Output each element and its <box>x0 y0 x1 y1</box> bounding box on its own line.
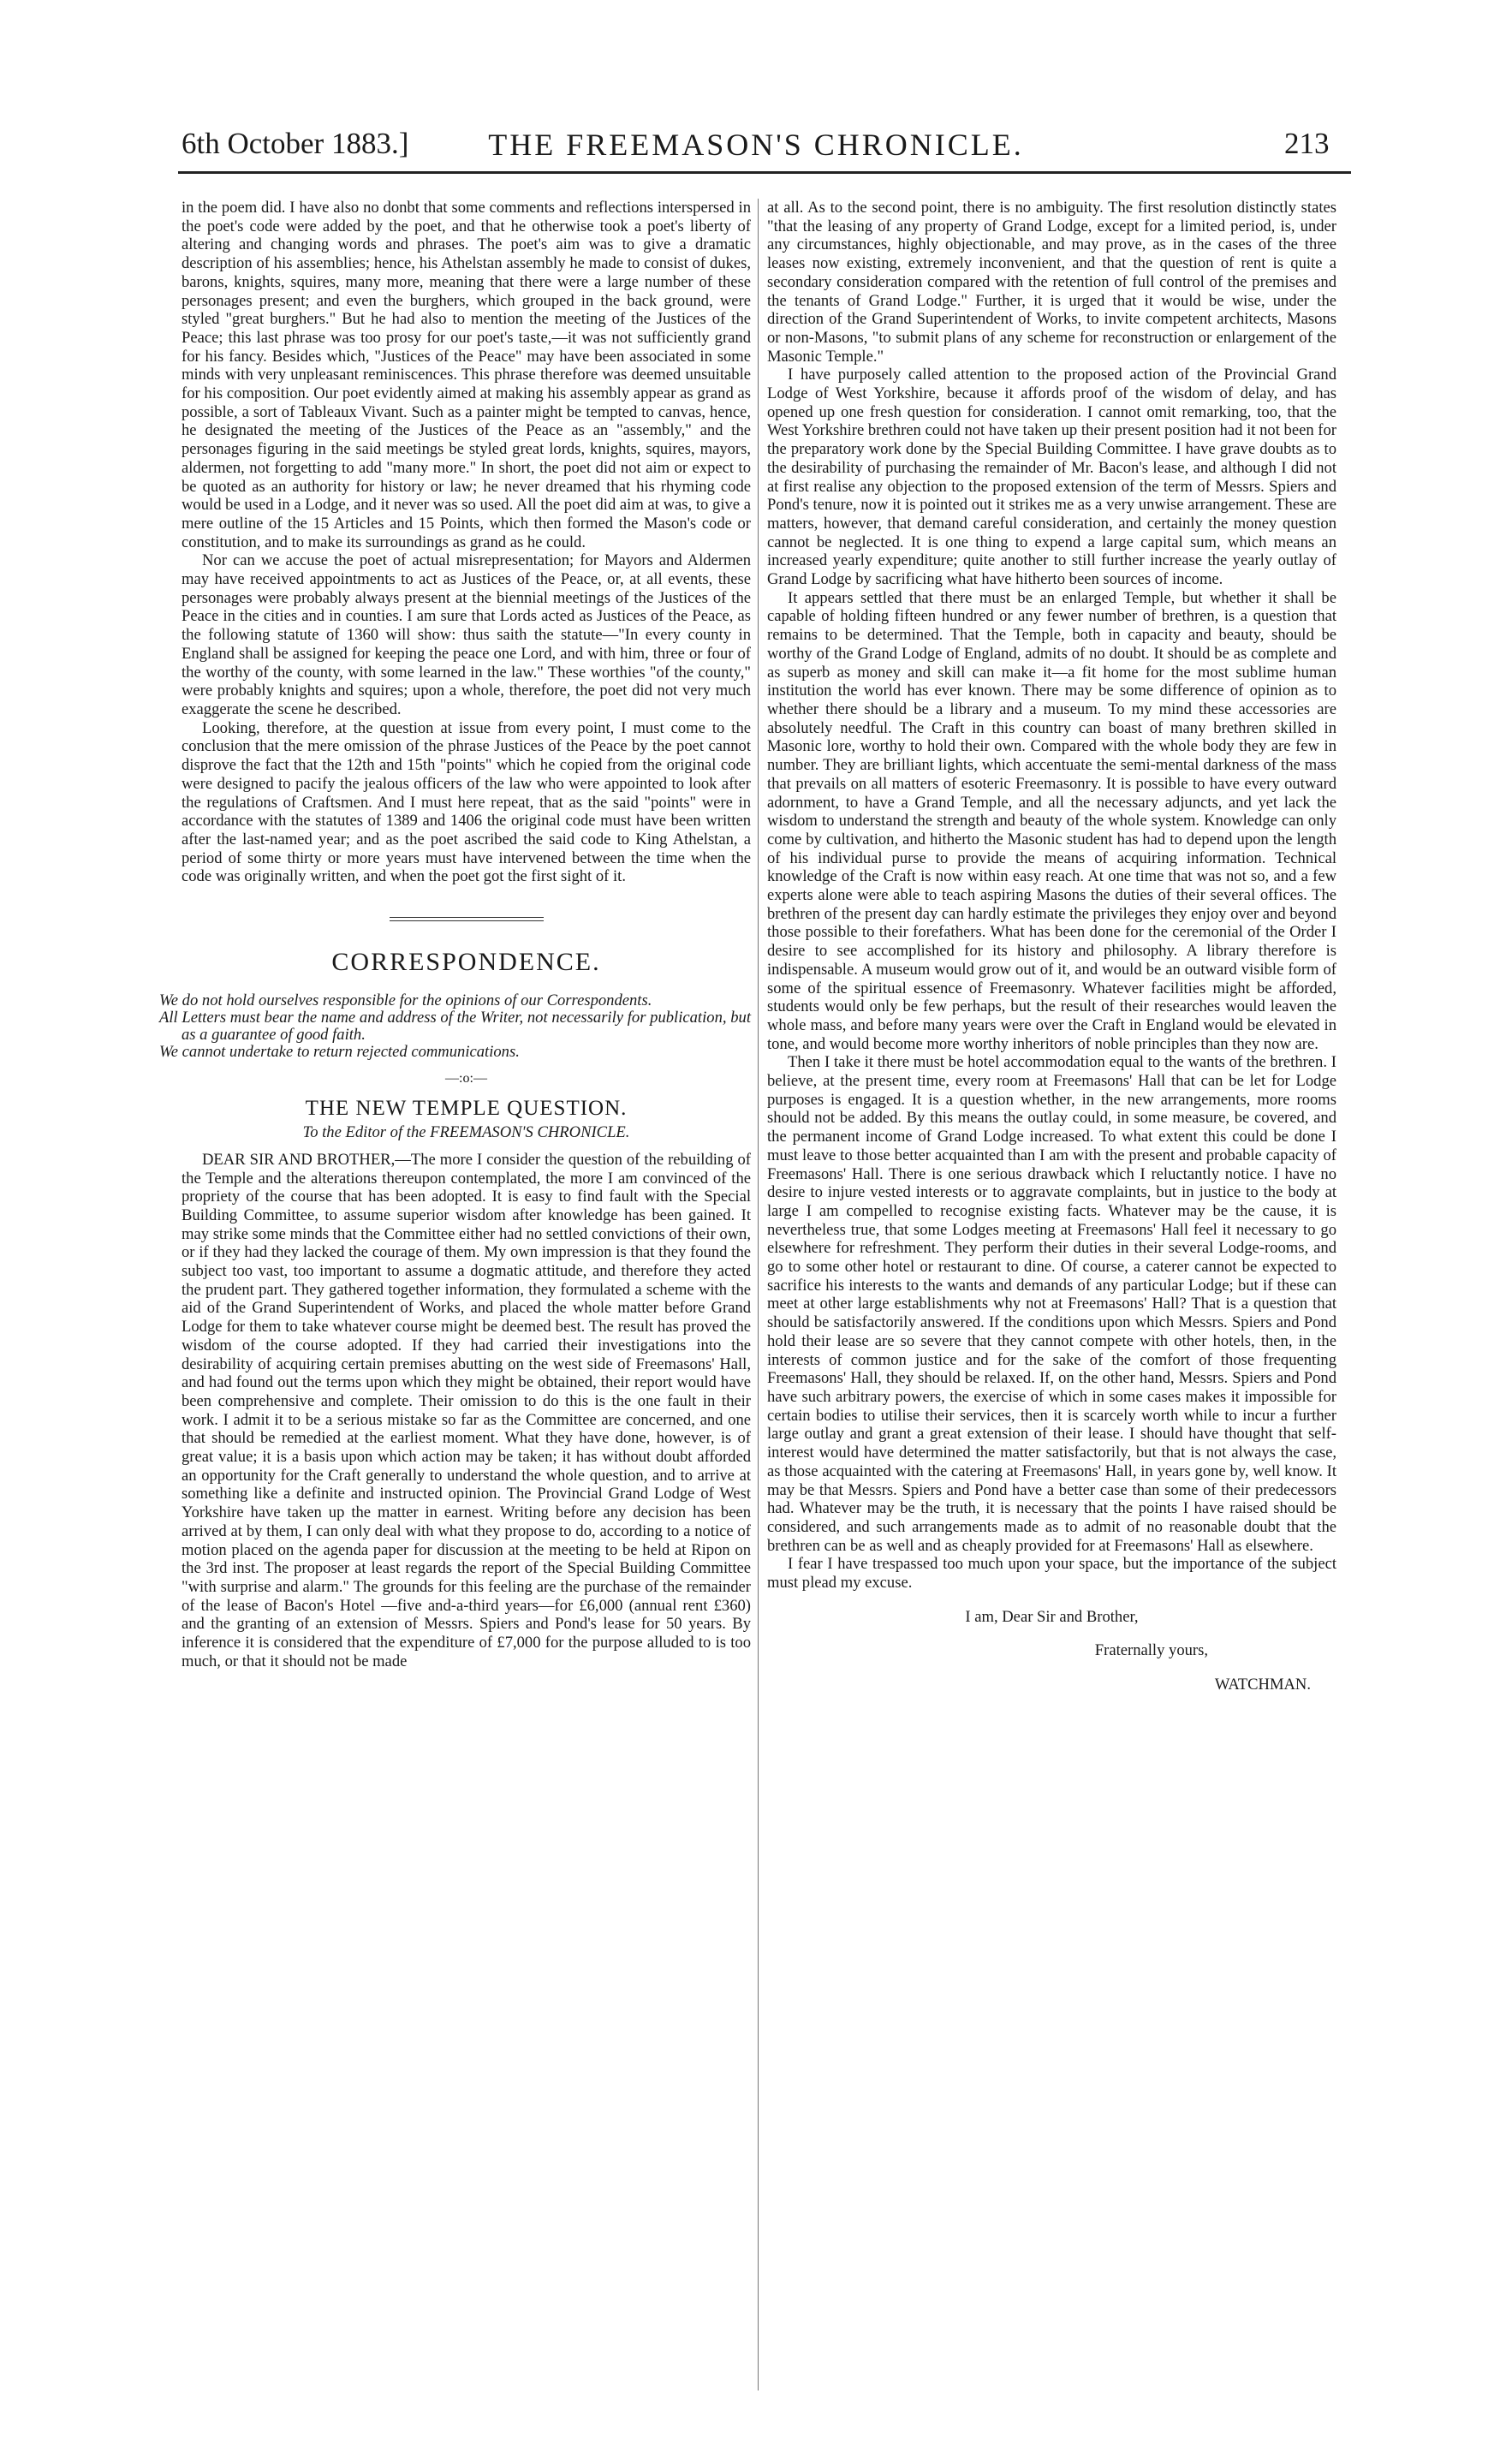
journal-title: THE FREEMASON'S CHRONICLE. <box>488 128 1024 162</box>
editorial-notice: We do not hold ourselves responsible for the opinions of our Correspondents. <box>159 991 652 1009</box>
fraternal-closing: Fraternally yours, <box>1094 1641 1208 1660</box>
letter-paragraph: I have purposely called attention to the proposed action of the Provincial Grand Lodge of West Yorkshire, because it affords proof of the wisdom of delay, and has opened up one fresh question for consideration. I cannot omit remarking, too, that the West Yorkshire brethren could not have taken up their present position had it not been for the preparatory work done by the Special Building Committee. I have grave doubts as to the desirability of purchasing the remainder of Mr. Bacon's lease, and although I did not at first realise any objection to the proposed extension of the term of Messrs. Spiers and Pond's tenure, now it is pointed out it strikes me as a very unwise arrangement. These are matters, however, that demand careful consideration, and certainly the money question cannot be neglected. It is one thing to expend a large capital sum, which means an increased yearly expenditure; quite another to still further increase the yearly outlay of Grand Lodge by sacrificing what have hitherto been sources of income. <box>767 366 1336 589</box>
editorial-notice: All Letters must bear the name and address of the Writer, not necessarily for publication, but as a guarantee of good faith. <box>159 1008 751 1044</box>
section-heading: CORRESPONDENCE. <box>331 948 601 977</box>
header-rule <box>178 171 1351 174</box>
closing-line: I am, Dear Sir and Brother, <box>965 1607 1139 1626</box>
essay-paragraph: Looking, therefore, at the question at issue from every point, I must come to the conclusion that the mere omission of the phrase Justices of the Peace by the poet cannot disprove the fact that the 12th and 15th "points" which he copied from the original code were designed to pacify the jealous officers of the law who were appointed to look after the regulations of Craftsmen. And I must here repeat, that as the said "points" were in accordance with the statutes of 1389 and 1406 the original code must have been written after the last-named year; and as the poet ascribed the said code to King Athelstan, a period of some thirty or more years must have intervened between the time when the code was originally written, and when the poet got the first sight of it. <box>182 718 751 886</box>
letter-paragraph: at all. As to the second point, there is no ambiguity. The first resolution distinctly states "that the leasing of any property of Grand Lodge, except for a limited period, is, under any circumstances, highly objectionable, and may prove, as in the cases of the three leases now existing, extremely inconvenient, and that the question of rent is quite a secondary consideration compared with the retention of full control of the premises and the tenants of Grand Lodge." Further, it is urged that it would be wise, under the direction of the Grand Superintendent of Works, to invite competent architects, Masons or non-Masons, "to submit plans of any scheme for reconstruction or enlargement of the Masonic Temple." <box>767 199 1336 366</box>
signature: WATCHMAN. <box>1214 1676 1311 1694</box>
letter-paragraph: I fear I have trespassed too much upon your space, but the importance of the subject must plead my excuse. <box>767 1555 1336 1593</box>
letter-text: —The more I consider the question of the rebuilding of the Temple and the alterations thereupon contemplated, the more I am convinced of the propriety of the course that has been adopted. It is easy to find fault with the Special Building Committee, to assume superior wisdom after knowledge has been gained. It may strike some minds that the Committee either had no settled convictions of their own, or if they had they lacked the courage of them. My own impression is that they found the subject too vast, too important to assume a dogmatic attitude, and therefore they acted the prudent part. They gathered together information, they formulated a scheme with the aid of the Grand Superintendent of Works, and placed the whole matter before Grand Lodge for them to take whatever course might be deemed best. The result has proved the wisdom of the course adopted. If they had carried their investigations into the desirability of acquiring certain premises abutting on the west side of Freemasons' Hall, and had found out the terms upon which they might be obtained, their report would have been comprehensive and complete. Their omission to do this is the one fault in their work. I admit it to be a serious mistake so far as the Committee are concerned, and one that should be remedied at the earliest moment. What they have done, however, is of great value; it is a basis upon which action may be taken; it has without doubt afforded an opportunity for the Craft generally to understand the whole question, and to arrive at something like a definite and instructed opinion. The Provincial Grand Lodge of West Yorkshire have taken up the matter in earnest. Writing before any decision has been arrived at by them, I can only deal with what they propose to do, according to a notice of motion placed on the agenda paper for discussion at the meeting to be held at Ripon on the 3rd inst. The proposer at least regards the report of the Special Building Committee "with surprise and alarm." The grounds for this feeling are the purchase of the remainder of the lease of Bacon's Hotel —five and-a-third years—for £6,000 (annual rent £360) and the granting of an extension of Messrs. Spiers and Pond's lease for 50 years. By inference it is considered that the expenditure of £7,000 for the purpose alluded to is too much, or that it should not be made <box>182 1150 751 1670</box>
article-title: THE NEW TEMPLE QUESTION. <box>305 1097 628 1121</box>
page-header <box>0 127 1512 187</box>
page-number: 213 <box>1284 127 1330 160</box>
column-divider <box>758 199 759 2390</box>
letter-paragraph: It appears settled that there must be an enlarged Temple, but whether it shall be capable of holding fifteen hundred or any fewer number of brethren, is a question that remains to be determined. That the Temple, both in capacity and beauty, should be worthy of the Grand Lodge of England, admits of no doubt. It should be as complete and as superb as money and skill can make it—a fit home for the most sublime human institution the world has ever known. There may be some difference of opinion as to whether there should be a library and a museum. To my mind these accessories are absolutely needful. The Craft in this country can boast of many brethren skilled in Masonic lore, worthy to hold their own. Compared with the whole body they are few in number. They are brilliant lights, which accentuate the semi-mental darkness of the mass that prevails on all matters of esoteric Freemasonry. It is possible to have every outward adornment, to have a Grand Temple, and all the necessary adjuncts, and yet lack the wisdom to understand the strength and beauty of the whole system. Knowledge can only come by cultivation, and hitherto the Masonic student has had to depend upon the length of his individual purse to provide the means of acquiring information. Technical knowledge of the Craft is now within easy reach. At one time that was not so, and a few experts alone were able to teach aspiring Masons the duties of their several offices. The brethren of the present day can hardly estimate the privileges they enjoy over and beyond those possible to their forefathers. What has been done for the ceremonial of the Order I desire to see accomplished for its history and philosophy. A library therefore is indispensable. A museum would grow out of it, and would be an outward visible form of some of the spiritual essence of Freemasonry. Whatever facilities might be afforded, students would only be few perhaps, but the result of their researches would leaven the whole mass, and before many years were over the Craft in England would be elevated in tone, and would become more worthy inheritors of noble principles than they now are. <box>767 588 1337 1053</box>
essay-paragraph: in the poem did. I have also no donbt that some comments and reflections interspersed in the poet's code were added by the poet, and that he otherwise took a poet's liberty of altering and changing words and phrases. The poet's aim was to give a dramatic description of his assemblies; hence, his Athelstan assembly he made to consist of dukes, barons, knights, squires, many more, meaning that there were a large number of these personages present; and even the burghers, which grouped in the back ground, were styled "great burghers." But he had also to mention the meeting of the Justices of the Peace; this last phrase was too prosy for our poet's taste,—it was not sufficiently grand for his fancy. Besides which, "Justices of the Peace" may have been associated in some minds with very unpleasant reminiscences. This phrase therefore was deemed unsuitable for his composition. Our poet evidently aimed at making his assembly appear as grand as possible, a sort of Tableaux Vivant. Such as a painter might be tempted to canvas, hence, he designated the meeting of the Justices of the Peace as an "assembly," and the personages figuring in the said meetings be styled great lords, knights, squires, mayors, aldermen, not forgetting to add "many more." In short, the poet did not aim or expect to be quoted as an authority for history or law; he never dreamed that his rhyming code would be used in a Lodge, and it never was so used. All the poet did aim at was, to give a mere outline of the 15 Articles and 15 Points, which then formed the Mason's code or constitution, and to make its surroundings as grand as he could. <box>182 199 751 551</box>
section-ornament <box>390 917 544 924</box>
letter-paragraph <box>182 1151 751 1671</box>
salutation: DEAR SIR AND BROTHER, <box>202 1150 396 1169</box>
essay-paragraph: Nor can we accuse the poet of actual misrepresentation; for Mayors and Aldermen may have received appointments to act as Justices of the Peace, or, at all events, these personages were probably always present at the biennial meetings of the Justices of the Peace in the cities and in counties. I am sure that Lords acted as Justices of the Peace, as the following statute of 1360 will show: thus saith the statute—"In every county in England shall be assigned for keeping the peace one Lord, and with him, three or four of the worthy of the county, with some learned in the law." These worthies "of the county," were probably knights and squires; upon a whole, therefore, the poet did not very much exaggerate the scene he described. <box>182 551 751 718</box>
left-column <box>159 199 751 2399</box>
separator: —:o:— <box>445 1070 487 1086</box>
issue-date: 6th October 1883.] <box>182 127 409 160</box>
right-column <box>767 199 1336 2390</box>
article-dedication: To the Editor of the FREEMASON'S CHRONICLE. <box>302 1123 630 1142</box>
editorial-notice: We cannot undertake to return rejected communications. <box>159 1042 520 1061</box>
letter-paragraph: Then I take it there must be hotel accommodation equal to the wants of the brethren. I believe, at the present time, every room at Freemasons' Hall that can be let for Lodge purposes is engaged. It is a question whether, in the new arrangements, more rooms should not be added. By this means the outlay could, in some measure, be covered, and the permanent income of Grand Lodge increased. To what extent this could be done I must leave to those better acquainted than I am with the present and probable capacity of Freemasons' Hall. There is one serious drawback which I reluctantly notice. I have no desire to injure vested interests or to aggravate complaints, but in justice to the body at large I am compelled to recognise existing facts. Whatever may be the cause, it is nevertheless true, that some Lodges meeting at Freemasons' Hall feel it necessary to go elsewhere for refreshment. They perform their duties in their several Lodge-rooms, and go to some other hotel or restaurant to dine. Of course, a caterer cannot be expected to sacrifice his interests to the wants and demands of any particular Lodge; but if these can meet at other large establishments why not at Freemasons' Hall? That is a question that should be satisfactorily answered. If the conditions upon which Messrs. Spiers and Pond hold their lease are so severe that they cannot compete with other hotels, then, in the interests of common justice and for the sake of the comfort of those frequenting Freemasons' Hall, they should be relaxed. If, on the other hand, Messrs. Spiers and Pond have such arbitrary powers, the exercise of which in some cases makes it impossible for certain bodies to utilise their services, then it is scarcely worth while to incur a further large outlay and grant a great extension of their lease. I should have thought that self-interest would have determined the matter satisfactorily, but that is not always the case, as those acquainted with the catering at Freemasons' Hall, in years gone by, well know. It may be that Messrs. Spiers and Pond have a better case than some of their predecessors had. Whatever may be the truth, it is necessary that the points I have raised should be considered, and such arrangements made as to admit of no reasonable doubt that the brethren can be as well and as cheaply provided for at Freemasons' Hall as elsewhere. <box>767 1053 1336 1555</box>
